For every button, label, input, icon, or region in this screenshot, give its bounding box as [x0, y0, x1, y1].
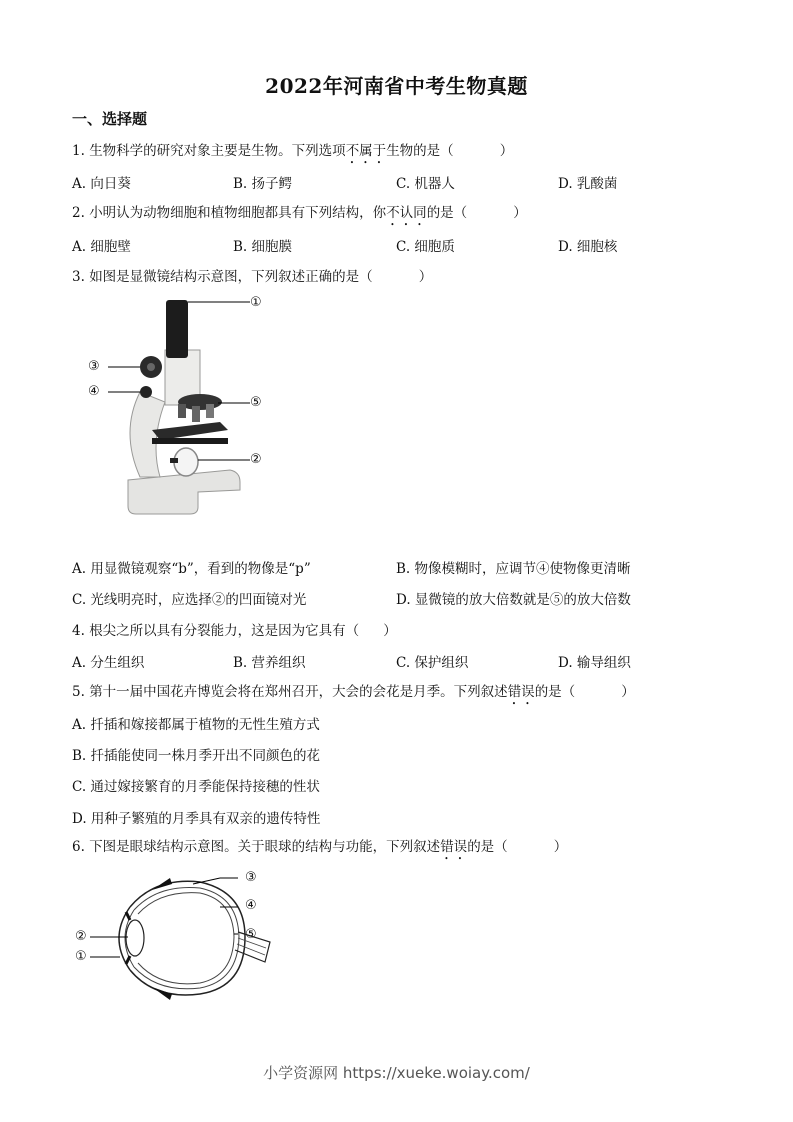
question-text: 如图是显微镜结构示意图，下列叙述正确的是（ — [89, 269, 373, 285]
question-text-tail: 的是（ — [467, 839, 508, 855]
question-6 — [72, 835, 567, 863]
label-eye-1: ① — [75, 949, 87, 964]
option-a: A. 用显微镜观察“b”，看到的物像是“p” — [72, 561, 311, 577]
question-number: 2. — [72, 205, 85, 221]
question-number: 1. — [72, 143, 85, 159]
option-c: C. 通过嫁接繁育的月季能保持接穗的性状 — [72, 779, 320, 795]
page-title: 2022年河南省中考生物真题 — [265, 74, 528, 98]
question-text: 根尖之所以具有分裂能力，这是因为它具有（ — [89, 623, 360, 639]
answer-paren-close: ） — [418, 269, 433, 285]
answer-paren-close: ） — [553, 839, 568, 855]
question-text-tail: 生物的是（ — [386, 143, 454, 159]
option-d: D. 用种子繁殖的月季具有双亲的遗传特性 — [72, 811, 321, 827]
question-text: 小明认为动物细胞和植物细胞都具有下列结构，你 — [89, 205, 387, 221]
label-eye-5: ⑤ — [245, 927, 257, 942]
option-d: D. 乳酸菌 — [558, 176, 618, 192]
answer-paren-close: ） — [621, 684, 635, 700]
question-number: 6. — [72, 839, 85, 855]
option-c: C. 细胞质 — [396, 239, 455, 255]
label-eyepiece: ① — [250, 295, 262, 310]
option-b: B. 扦插能使同一株月季开出不同颜色的花 — [72, 748, 321, 764]
label-mirror: ② — [250, 452, 262, 467]
option-a: A. 向日葵 — [72, 176, 131, 192]
footer-watermark: 小学资源网 https://xueke.woiay.com/ — [263, 1064, 530, 1082]
question-3 — [72, 265, 432, 285]
option-c: C. 机器人 — [396, 176, 455, 192]
option-b: B. 物像模糊时，应调节④使物像更清晰 — [396, 561, 631, 577]
question-1 — [72, 139, 513, 167]
question-number: 3. — [72, 269, 85, 285]
label-eye-4: ④ — [245, 898, 257, 913]
label-fine-knob: ④ — [88, 384, 100, 399]
section-heading: 一、选择题 — [72, 110, 148, 128]
question-4 — [72, 619, 397, 639]
emphasized-text: 不认同 — [386, 205, 427, 221]
option-b: B. 营养组织 — [233, 655, 306, 671]
option-d: D. 输导组织 — [558, 655, 631, 671]
question-text: 生物科学的研究对象主要是生物。下列选项 — [89, 143, 346, 159]
label-objective: ⑤ — [250, 395, 262, 410]
question-number: 5. — [72, 684, 85, 700]
question-number: 4. — [72, 623, 85, 639]
answer-paren-close: ） — [513, 205, 527, 221]
option-a: A. 分生组织 — [72, 655, 145, 671]
option-d: D. 显微镜的放大倍数就是⑤的放大倍数 — [396, 592, 631, 608]
question-text-tail: 的是（ — [426, 205, 468, 221]
option-c: C. 保护组织 — [396, 655, 469, 671]
question-text-tail: 的是（ — [534, 684, 576, 700]
answer-paren-close: ） — [383, 623, 397, 639]
emphasized-text: 错误 — [507, 684, 535, 700]
question-2 — [72, 201, 527, 229]
option-d: D. 细胞核 — [558, 239, 618, 255]
emphasized-text: 不属于 — [345, 143, 387, 159]
option-b: B. 细胞膜 — [233, 239, 293, 255]
question-text: 第十一届中国花卉博览会将在郑州召开，大会的会花是月季。下列叙述 — [89, 684, 508, 700]
label-eye-1: ③ — [245, 870, 257, 885]
label-eye-2: ② — [75, 929, 87, 944]
emphasized-text: 错误 — [440, 839, 468, 855]
question-text: 下图是眼球结构示意图。关于眼球的结构与功能，下列叙述 — [89, 839, 441, 855]
question-5 — [72, 680, 635, 708]
option-a: A. 扦插和嫁接都属于植物的无性生殖方式 — [72, 717, 320, 733]
option-b: B. 扬子鳄 — [233, 176, 293, 192]
option-a: A. 细胞壁 — [72, 239, 131, 255]
label-coarse-knob: ③ — [88, 359, 100, 374]
option-c: C. 光线明亮时，应选择②的凹面镜对光 — [72, 592, 307, 608]
answer-paren-close: ） — [499, 143, 514, 159]
